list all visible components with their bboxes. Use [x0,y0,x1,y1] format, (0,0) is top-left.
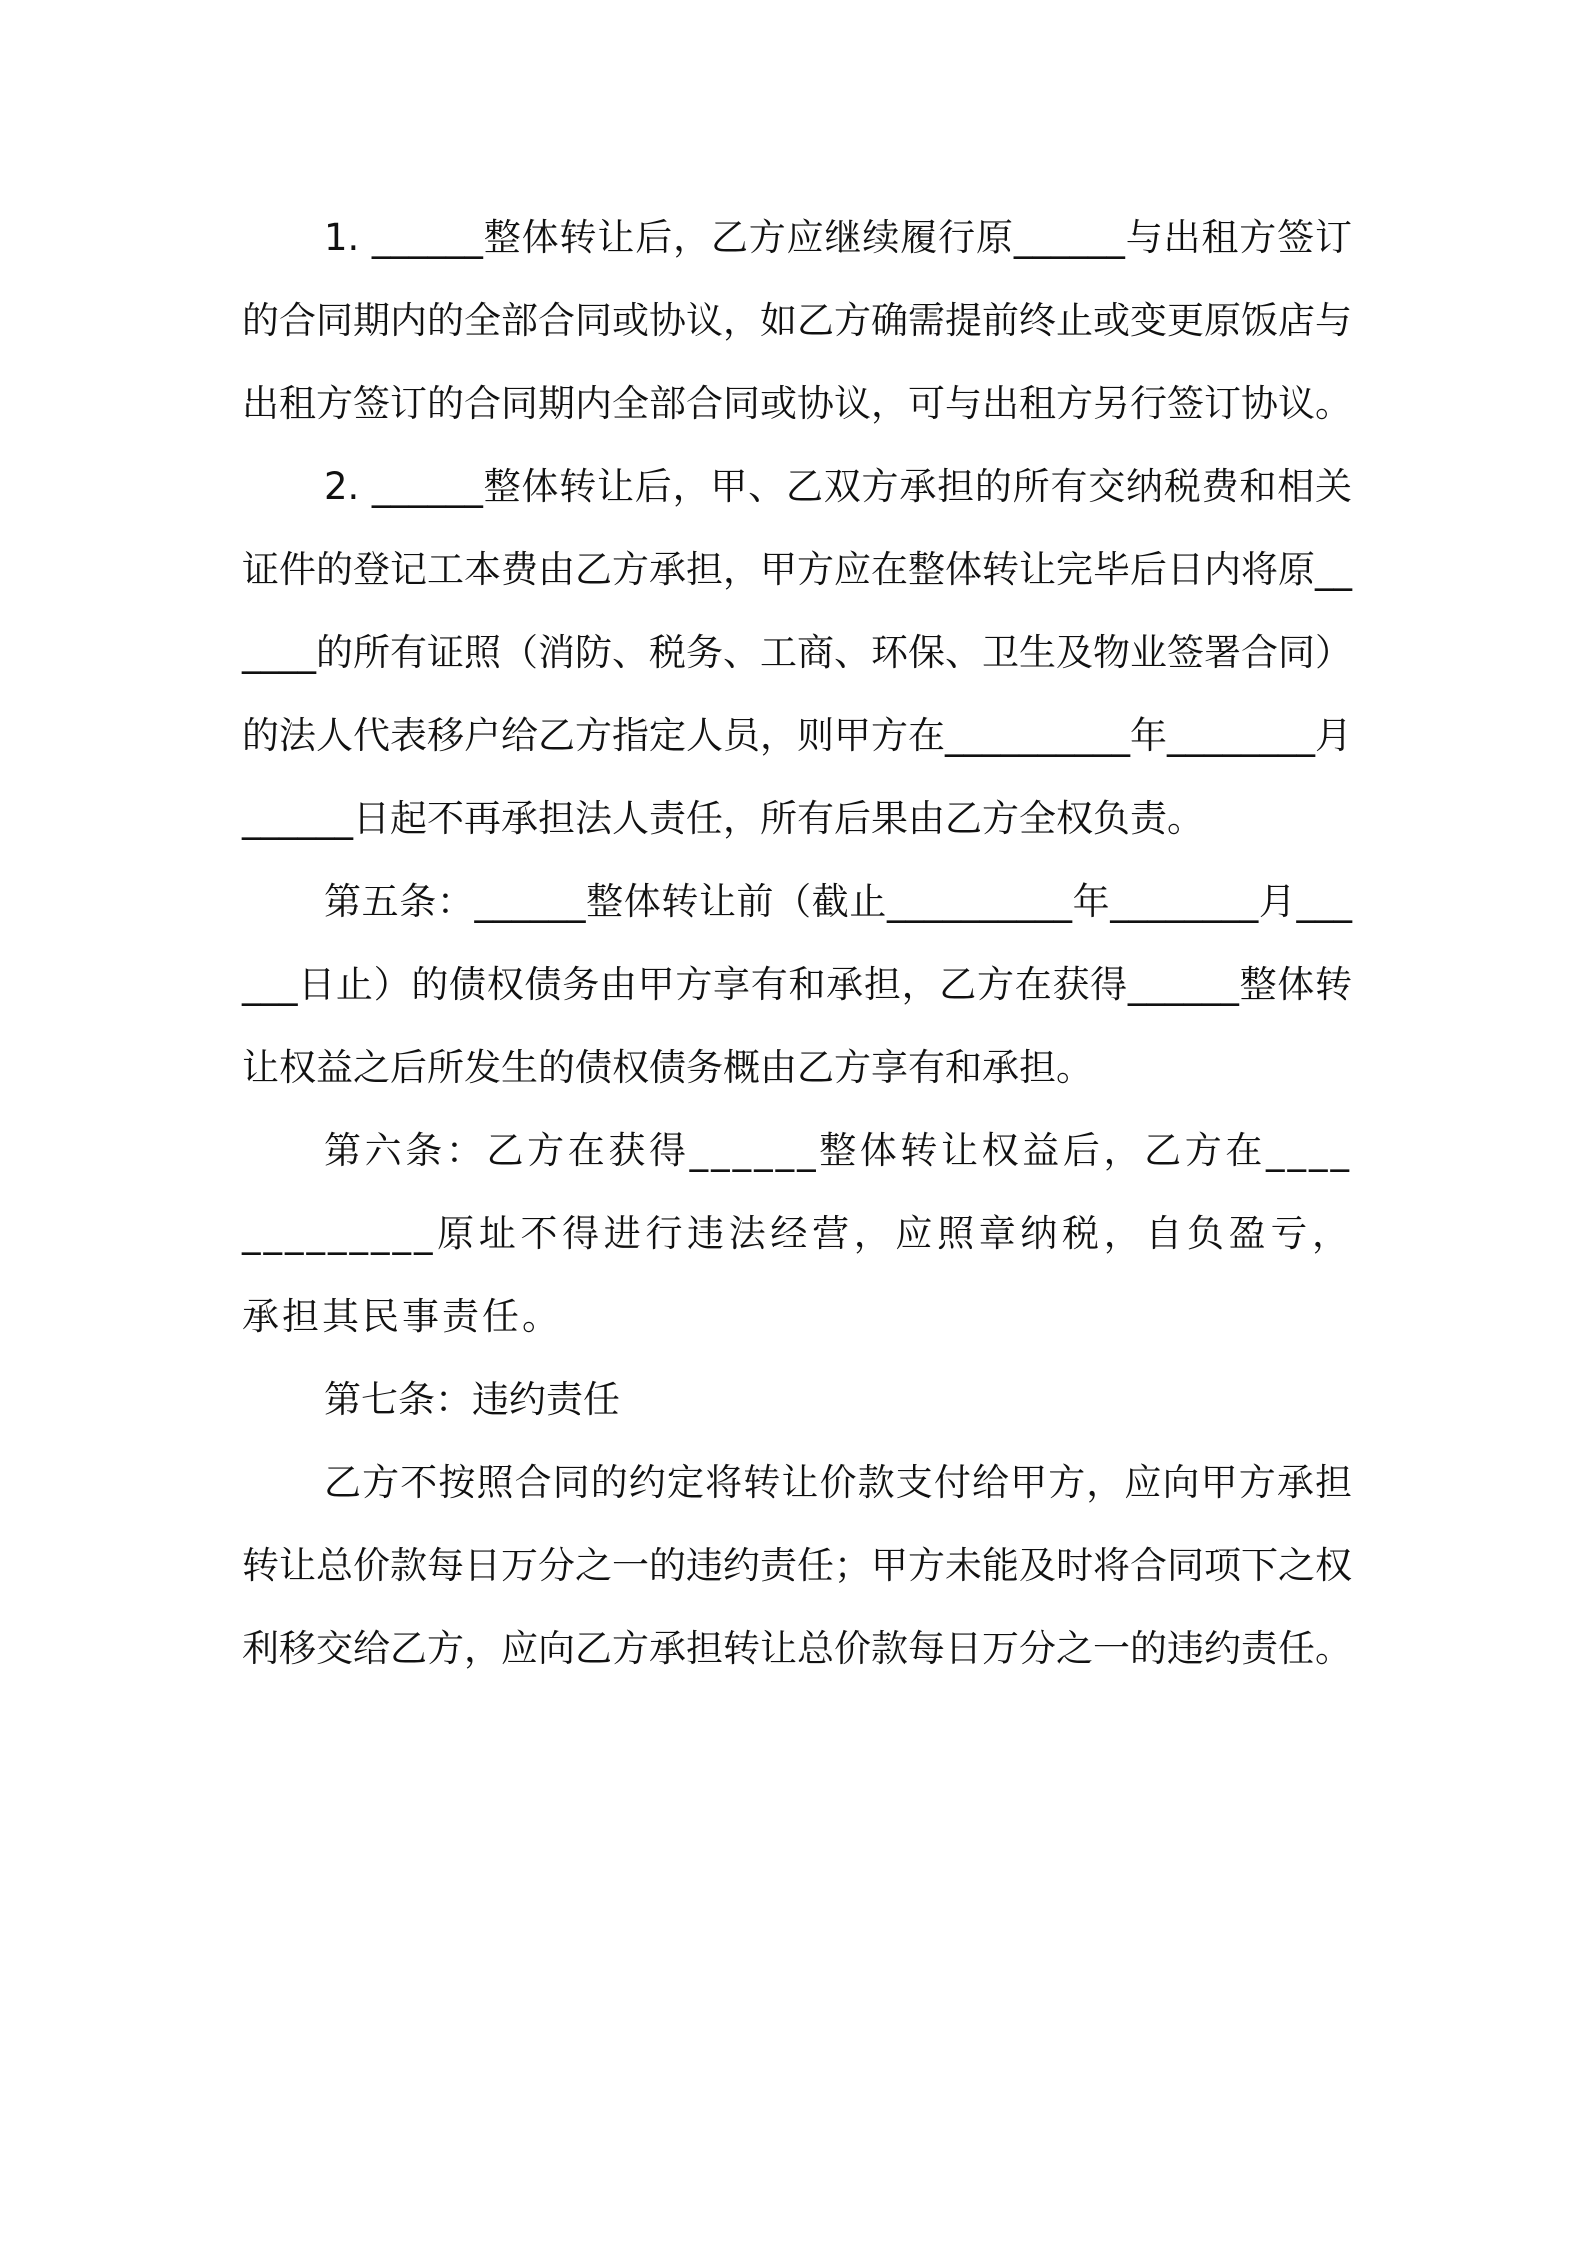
paragraph-article-7-body: 乙方不按照合同的约定将转让价款支付给甲方，应向甲方承担转让总价款每日万分之一的违约责任；甲方未能及时将合同项下之权利移交给乙方，应向乙方承担转让总价款每日万分之一的违约责任。 [242,1461,1352,1670]
paragraph-clause-1: 1. ______整体转让后，乙方应继续履行原______与出租方签订的合同期内的全部合同或协议，如乙方确需提前终止或变更原饭店与出租方签订的合同期内全部合同或协议，可与出租方另行签订协议。 [242,216,1352,425]
paragraph-article-7-heading: 第七条：违约责任 [324,1378,620,1421]
document-body [242,196,1352,1690]
paragraph-article-6: 第六条：乙方在获得______整体转让权益后，乙方在_____________原址不得进行违法经营，应照章纳税，自负盈亏，承担其民事责任。 [242,1129,1352,1338]
paragraph-article-5: 第五条：______整体转让前（截止__________年________月______日止）的债权债务由甲方享有和承担，乙方在获得______整体转让权益之后所发生的债权债务概由乙方享有和承担。 [242,880,1352,1089]
paragraph-clause-2: 2. ______整体转让后，甲、乙双方承担的所有交纳税费和相关证件的登记工本费由乙方承担，甲方应在整体转让完毕后日内将原______的所有证照（消防、税务、工商、环保、卫生及物业签署合同）的法人代表移户给乙方指定人员，则甲方在__________年________月______日起不再承担法人责任，所有后果由乙方全权负责。 [242,465,1352,840]
